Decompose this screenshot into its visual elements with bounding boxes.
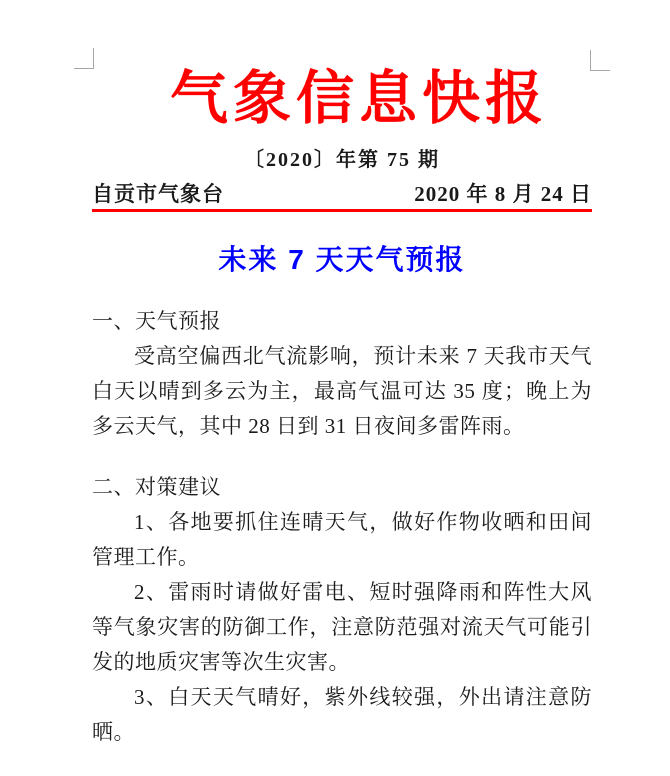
margin-corner-mark-top-left <box>74 48 94 69</box>
section-heading: 二、对策建议 <box>92 475 221 499</box>
issuer-name: 自贡市气象台 <box>92 182 224 206</box>
forecast-paragraph: 受高空偏西北气流影响，预计未来 7 天我市天气白天以晴到多云为主，最高气温可达 35 度；晚上为多云天气，其中 28 日到 31 日夜间多雷阵雨。 <box>92 344 592 438</box>
report-headline: 未来 7 天天气预报 <box>218 244 466 275</box>
section-heading: 一、天气预报 <box>92 309 221 333</box>
issue-number-line: 〔2020〕年第 75 期 <box>244 149 440 171</box>
section-suggestions <box>92 470 592 750</box>
red-divider-rule <box>92 209 592 212</box>
issuer-date-row <box>92 180 592 208</box>
suggestion-item: 2、雷雨时请做好雷电、短时强降雨和阵性大风等气象灾害的防御工作，注意防范强对流天气可能引发的地质灾害等次生灾害。 <box>92 580 592 674</box>
masthead-title: 气象信息快报 <box>169 66 548 131</box>
document-content <box>92 0 592 750</box>
issue-date: 2020 年 8 月 24 日 <box>414 182 592 206</box>
suggestion-item: 3、白天天气晴好，紫外线较强，外出请注意防晒。 <box>92 685 592 744</box>
margin-corner-mark-top-right <box>590 50 610 71</box>
section-weather-forecast <box>92 304 592 444</box>
suggestion-item: 1、各地要抓住连晴天气，做好作物收晒和田间管理工作。 <box>92 510 592 569</box>
